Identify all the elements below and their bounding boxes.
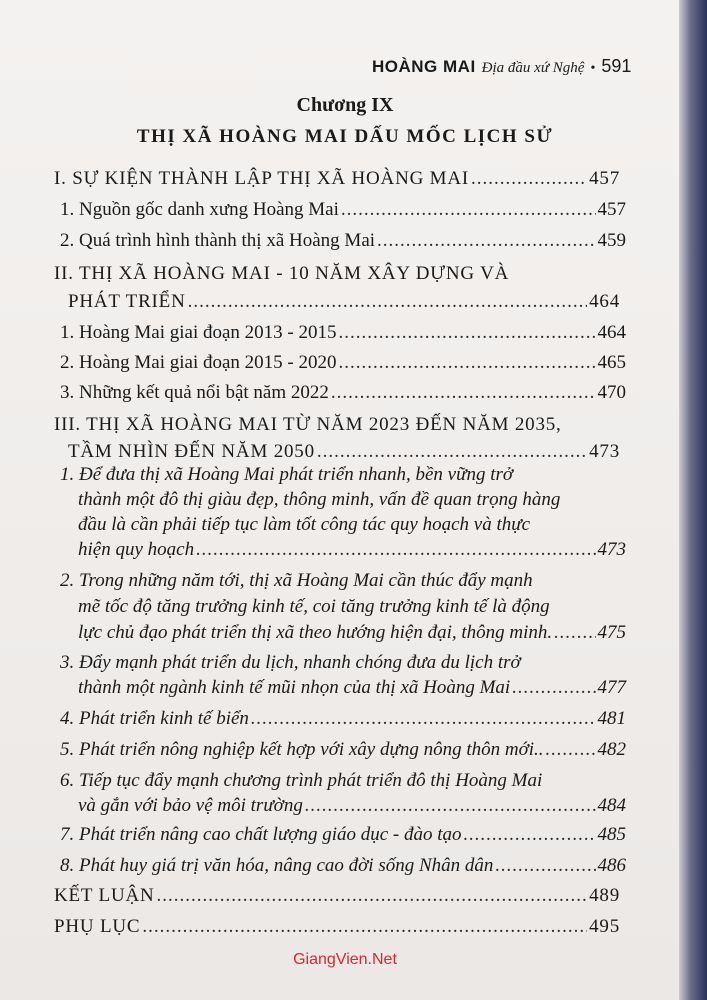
chapter-title: THỊ XÃ HOÀNG MAI DẤU MỐC LỊCH SỬ xyxy=(136,126,554,147)
toc-entry-row xyxy=(60,350,626,375)
toc-entry-text: và gắn với bảo vệ môi trường xyxy=(78,795,303,816)
toc-entry-row xyxy=(60,537,626,562)
toc-page-number: 473 xyxy=(597,539,626,560)
toc-entry-line: đầu là cần phải tiếp tục làm tốt công tác quy hoạch và thực xyxy=(78,514,531,535)
watermark: GiangVien.Net xyxy=(293,951,397,968)
toc-entry-text: 3. Những kết quả nổi bật năm 2022 xyxy=(60,382,329,403)
dot-leader xyxy=(339,350,596,375)
toc-entry-line: 2. Trong những năm tới, thị xã Hoàng Mai cần thúc đẩy mạnh xyxy=(60,570,533,591)
toc-entry-row xyxy=(54,914,620,939)
header-title: HOÀNG MAI xyxy=(372,57,476,76)
toc-entry xyxy=(60,320,626,345)
toc-entry xyxy=(60,853,626,878)
toc-entry-text: lực chủ đạo phát triển thị xã theo hướng hiện đại, thông minh. xyxy=(78,622,553,643)
toc-entry-row xyxy=(60,853,626,878)
toc-entry-line: 1. Để đưa thị xã Hoàng Mai phát triển nhanh, bền vững trở xyxy=(60,464,514,485)
toc-entry-line: II. THỊ XÃ HOÀNG MAI - 10 NĂM XÂY DỰNG VÀ xyxy=(54,263,510,284)
toc-entry-line: thành một đô thị giàu đẹp, thông minh, vấn đề quan trọng hàng xyxy=(78,489,561,510)
toc-entry-row xyxy=(54,438,620,465)
dot-leader xyxy=(142,914,587,939)
dot-leader xyxy=(317,438,587,465)
toc-entry xyxy=(54,914,620,939)
dot-leader xyxy=(377,228,595,253)
toc-page-number: 457 xyxy=(589,168,620,189)
toc-page-number: 495 xyxy=(589,916,620,937)
header-bullet: • xyxy=(590,61,596,76)
toc-entry-row xyxy=(60,228,626,253)
dot-leader xyxy=(196,537,595,562)
page-number: 591 xyxy=(601,56,632,76)
toc-entry-row xyxy=(60,706,626,731)
toc-entry-row xyxy=(60,822,626,847)
toc-entry-text: hiện quy hoạch xyxy=(78,539,195,560)
toc-entry-text: 1. Hoàng Mai giai đoạn 2013 - 2015 xyxy=(60,322,337,343)
toc-entry-row xyxy=(60,197,626,222)
toc-page-number: 481 xyxy=(597,708,626,729)
toc-entry-text: 4. Phát triển kinh tế biển xyxy=(60,708,249,729)
book-edge xyxy=(679,0,707,1000)
toc-entry-row xyxy=(54,288,620,316)
toc-page-number: 457 xyxy=(597,199,626,220)
toc-entry xyxy=(54,166,620,191)
toc-entry xyxy=(60,197,626,222)
dot-leader xyxy=(305,793,596,818)
toc-entry xyxy=(60,380,626,405)
toc-entry-line: mẽ tốc độ tăng trưởng kinh tế, coi tăng trưởng kinh tế là động xyxy=(78,596,550,617)
toc-entry-text: 2. Hoàng Mai giai đoạn 2015 - 2020 xyxy=(60,352,337,373)
toc-page-number: 482 xyxy=(597,739,626,760)
toc-entry-row xyxy=(60,675,626,700)
dot-leader xyxy=(188,288,587,316)
toc-page-number: 465 xyxy=(597,352,626,373)
toc-entry-line: 3. Đẩy mạnh phát triển du lịch, nhanh chóng đưa du lịch trở xyxy=(60,652,521,673)
toc-entry-text: I. SỰ KIỆN THÀNH LẬP THỊ XÃ HOÀNG MAI xyxy=(54,168,469,189)
chapter-label: Chương IX xyxy=(296,94,394,116)
toc-entry xyxy=(60,462,626,562)
toc-entry xyxy=(60,350,626,375)
toc-entry-text: 7. Phát triển nâng cao chất lượng giáo dục - đào tạo xyxy=(60,824,462,845)
toc-page-number: 464 xyxy=(597,322,626,343)
toc-entry-text: PHỤ LỤC xyxy=(54,916,141,937)
dot-leader xyxy=(339,320,596,345)
dot-leader xyxy=(554,620,595,646)
toc-entry xyxy=(60,568,626,646)
toc-page-number: 484 xyxy=(597,795,626,816)
toc-page-number: 489 xyxy=(589,885,620,906)
toc-page-number: 486 xyxy=(597,855,626,876)
dot-leader xyxy=(495,853,595,878)
toc-entry-row xyxy=(60,320,626,345)
toc-entry xyxy=(54,411,620,465)
toc-entry xyxy=(60,737,626,762)
toc-page-number: 470 xyxy=(597,382,626,403)
toc-page-number: 459 xyxy=(597,230,626,251)
toc-page-number: 475 xyxy=(597,622,626,643)
toc-entry-text: PHÁT TRIỂN xyxy=(68,291,186,312)
toc-entry xyxy=(54,883,620,908)
running-header xyxy=(372,56,672,82)
toc-entry-line: III. THỊ XÃ HOÀNG MAI TỪ NĂM 2023 ĐẾN NĂM 2035, xyxy=(54,414,562,435)
toc-entry-row xyxy=(54,166,620,191)
toc-entry-row xyxy=(54,883,620,908)
toc-entry-row xyxy=(60,737,626,762)
toc-entry-row xyxy=(60,793,626,818)
toc-entry-row xyxy=(60,620,626,646)
toc-entry-text: 5. Phát triển nông nghiệp kết hợp với xây dựng nông thôn mới.. xyxy=(60,739,544,760)
toc-entry-text: KẾT LUẬN xyxy=(54,885,155,906)
toc-entry-text: 1. Nguồn gốc danh xưng Hoàng Mai xyxy=(60,199,339,220)
toc-entry-text: thành một ngành kinh tế mũi nhọn của thị xã Hoàng Mai xyxy=(78,677,511,698)
toc-entry-row xyxy=(60,380,626,405)
toc-entry xyxy=(60,768,626,818)
dot-leader xyxy=(471,166,587,191)
toc-page-number: 477 xyxy=(597,677,626,698)
toc-entry-text: 2. Quá trình hình thành thị xã Hoàng Mai xyxy=(60,230,376,251)
dot-leader xyxy=(341,197,596,222)
dot-leader xyxy=(331,380,596,405)
toc-entry xyxy=(60,228,626,253)
toc-page-number: 473 xyxy=(589,441,620,462)
toc-entry-text: 8. Phát huy giá trị văn hóa, nâng cao đời sống Nhân dân xyxy=(60,855,494,876)
toc-entry xyxy=(60,650,626,700)
dot-leader xyxy=(512,675,595,700)
toc-entry-line: 6. Tiếp tục đẩy mạnh chương trình phát triển đô thị Hoàng Mai xyxy=(60,770,543,791)
toc-entry-text: TẦM NHÌN ĐẾN NĂM 2050 xyxy=(68,441,315,462)
header-script-title: Địa đầu xứ Nghệ xyxy=(481,60,585,76)
dot-leader xyxy=(464,822,596,847)
toc-entry xyxy=(54,260,620,316)
dot-leader xyxy=(251,706,596,731)
dot-leader xyxy=(546,737,596,762)
toc-entry xyxy=(60,822,626,847)
toc-entry xyxy=(60,706,626,731)
toc-page-number: 464 xyxy=(589,291,620,312)
dot-leader xyxy=(157,883,588,908)
toc-page-number: 485 xyxy=(597,824,626,845)
